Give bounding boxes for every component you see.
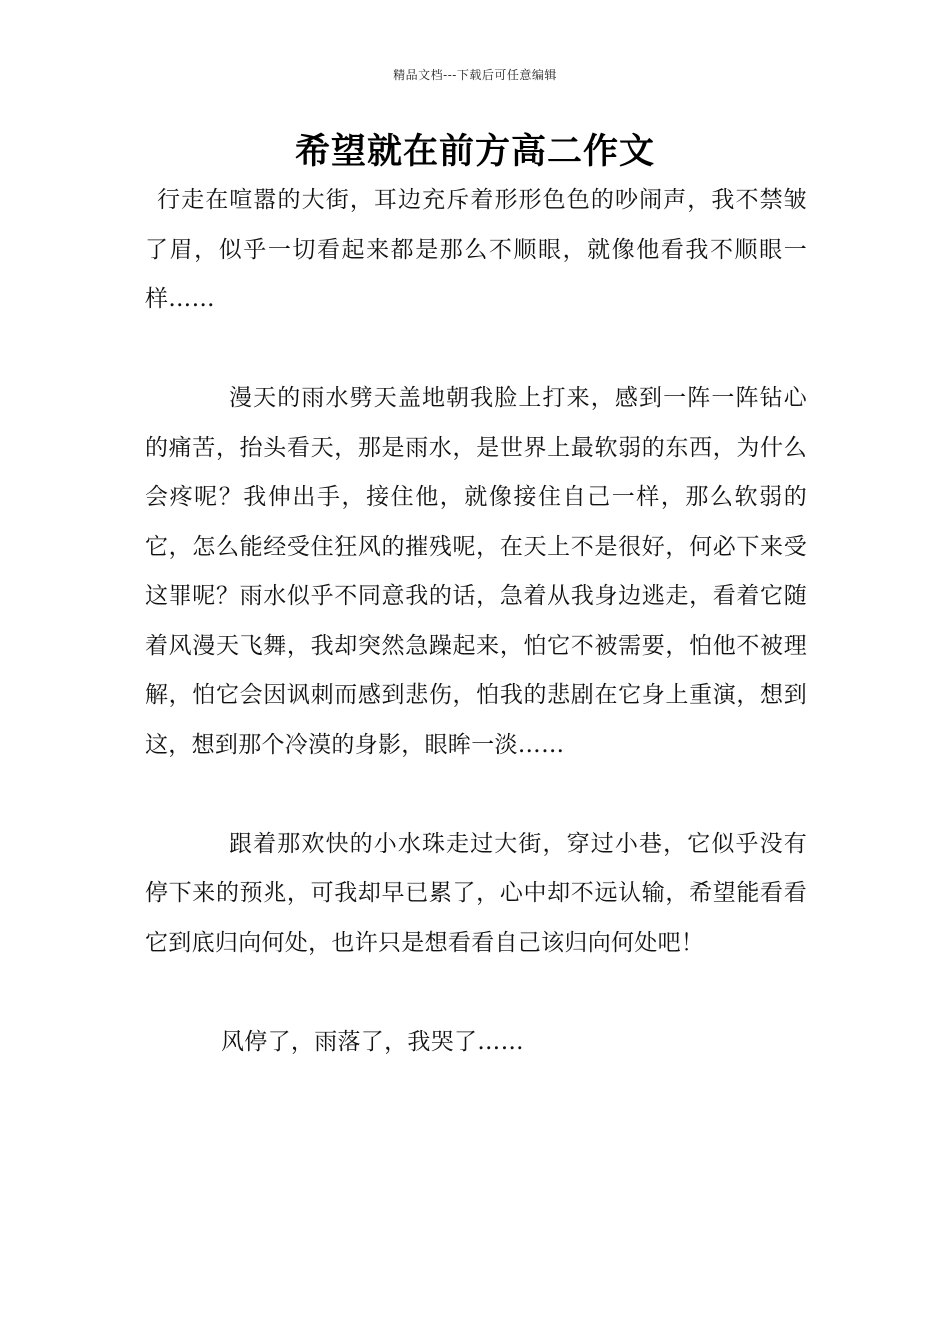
paragraph-3: 跟着那欢快的小水珠走过大街，穿过小巷，它似乎没有停下来的预兆，可我却早已累了，心中却不远认输，希望能看看它到底归向何处，也许只是想看看自己该归向何处吧！	[145, 830, 807, 956]
document-title: 希望就在前方高二作文	[294, 132, 655, 172]
paragraph-gap	[145, 770, 807, 820]
paragraph-4: 风停了，雨落了，我哭了……	[221, 1028, 524, 1055]
paragraph-2: 漫天的雨水劈天盖地朝我脸上打来，感到一阵一阵钻心的痛苦，抬头看天，那是雨水，是世界上最软弱的东西，为什么会疼呢？我伸出手，接住他，就像接住自己一样，那么软弱的它，怎么能经受住狂风的摧残呢，在天上不是很好，何必下来受这罪呢？雨水似乎不同意我的话，急着从我身边逃走，看着它随着风漫天飞舞，我却突然急躁起来，怕它不被需要，怕他不被理解，怕它会因讽刺而感到悲伤，怕我的悲剧在它身上重演，想到这，想到那个冷漠的身影，眼眸一淡……	[145, 385, 807, 758]
paragraph-gap	[145, 968, 807, 1018]
header-note: 精品文档---下载后可任意编辑	[393, 68, 557, 82]
paragraph-gap	[145, 325, 807, 375]
paragraph-1: 行走在喧嚣的大街，耳边充斥着形形色色的吵闹声，我不禁皱了眉，似乎一切看起来都是那么不顺眼，就像他看我不顺眼一样……	[145, 187, 807, 312]
essay-body	[145, 176, 807, 1067]
